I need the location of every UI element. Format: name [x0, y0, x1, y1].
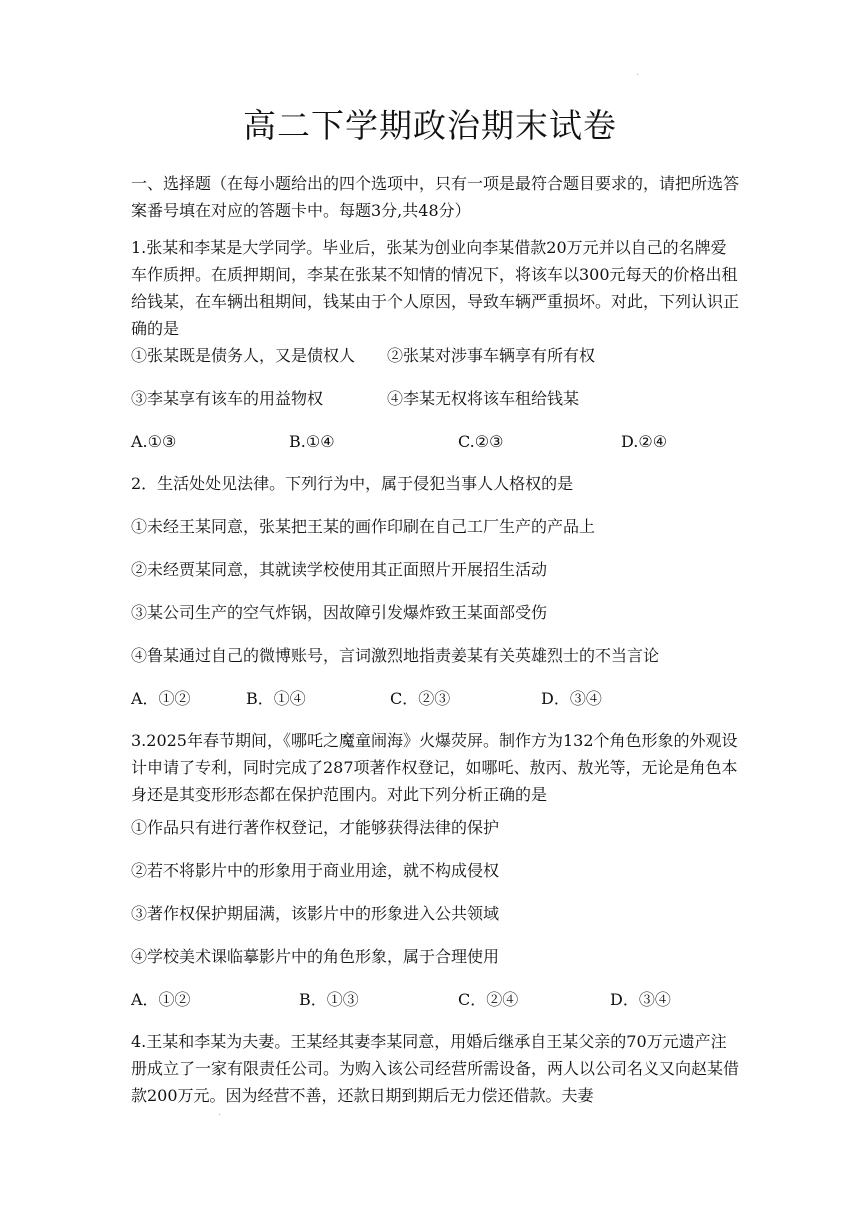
q1-statement-line-1: ①张某既是债务人，又是债权人 ②张某对涉事车辆享有所有权 — [131, 346, 596, 365]
q3-option-d: D．③④ — [610, 990, 671, 1009]
q2-statement-2: ②未经贾某同意，其就读学校使用其正面照片开展招生活动 — [131, 560, 548, 579]
q2-option-d: D．③④ — [541, 689, 602, 708]
q3-statement-3: ③著作权保护期届满，该影片中的形象进入公共领域 — [131, 904, 500, 923]
q2-statement-1: ①未经王某同意，张某把王某的画作印刷在自己工厂生产的产品上 — [131, 517, 596, 536]
q2-option-a: A．①② — [131, 689, 191, 708]
q1-option-b: B.①④ — [289, 432, 335, 451]
q1-option-d: D.②④ — [621, 432, 668, 451]
q3-statement-1: ①作品只有进行著作权登记，才能够获得法律的保护 — [131, 818, 500, 837]
question-1-stem: 1.张某和李某是大学同学。毕业后，张某为创业向李某借款20万元并以自己的名牌爱车作质押。在质押期间，李某在张某不知情的情况下，将该车以300元每天的价格出租给钱某，在车辆出租期间，钱某由于个人原因，导致车辆严重损坏。对此，下列认识正确的是 — [131, 238, 740, 338]
q3-option-c: C．②④ — [458, 990, 519, 1009]
question-2-stem: 2．生活处处见法律。下列行为中，属于侵犯当事人人格权的是 — [131, 474, 574, 493]
section-intro: 一、选择题（在每小题给出的四个选项中，只有一项是最符合题目要求的，请把所选答案番号填在对应的答题卡中。每题3分,共48分） — [131, 174, 740, 220]
q2-statement-3: ③某公司生产的空气炸锅，因故障引发爆炸致王某面部受伤 — [131, 603, 548, 622]
q3-option-b: B．①③ — [299, 990, 359, 1009]
q2-option-b: B．①④ — [246, 689, 306, 708]
q3-statement-4: ④学校美术课临摹影片中的角色形象，属于合理使用 — [131, 947, 500, 966]
q2-option-c: C．②③ — [390, 689, 451, 708]
scan-mark: · — [636, 70, 640, 81]
q2-statement-4: ④鲁某通过自己的微博账号，言词激烈地指责姜某有关英雄烈士的不当言论 — [131, 646, 660, 665]
q1-option-c: C.②③ — [458, 432, 504, 451]
q1-option-a: A.①③ — [131, 432, 177, 451]
question-4-stem: 4.王某和李某为夫妻。王某经其妻李某同意，用婚后继承自王某父亲的70万元遗产注册成立了一家有限责任公司。为购入该公司经营所需设备，两人以公司名义又向赵某借款200万元。因为经营不善，还款日期到期后无力偿还借款。夫妻 — [131, 1032, 740, 1105]
scan-mark-bottom: · — [218, 1110, 222, 1121]
q3-option-a: A．①② — [131, 990, 191, 1009]
q3-statement-2: ②若不将影片中的形象用于商业用途，就不构成侵权 — [131, 861, 500, 880]
question-3-stem: 3.2025年春节期间，《哪吒之魔童闹海》火爆荧屏。制作方为132个角色形象的外观设计申请了专利，同时完成了287项著作权登记，如哪吒、敖丙、敖光等，无论是角色本身还是其变形形态都在保护范围内。对此下列分析正确的是 — [131, 731, 738, 804]
page-title: 高二下学期政治期末试卷 — [243, 106, 617, 145]
q1-statement-line-2: ③李某享有该车的用益物权 ④李某无权将该车租给钱某 — [131, 389, 580, 408]
